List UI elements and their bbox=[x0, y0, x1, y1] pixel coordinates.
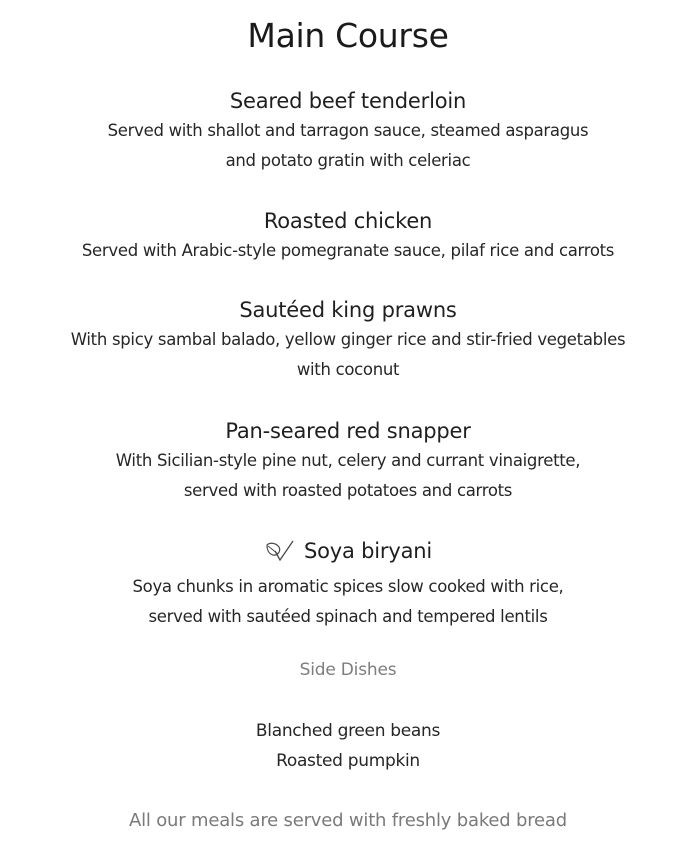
side-dish-item: Blanched green beans bbox=[255, 721, 441, 741]
side-dishes-list bbox=[0, 716, 696, 776]
footer-note: All our meals are served with freshly baked bread bbox=[129, 810, 567, 831]
dish-description-line: Served with Arabic-style pomegranate sauce, pilaf rice and carrots bbox=[81, 241, 615, 260]
dish-beef bbox=[0, 86, 696, 176]
dish-prawns bbox=[0, 295, 696, 385]
side-dishes-title: Side Dishes bbox=[299, 660, 397, 680]
dish-description-line: served with roasted potatoes and carrots bbox=[183, 481, 513, 500]
dish-soya-biryani bbox=[0, 536, 696, 632]
dish-name: Pan-seared red snapper bbox=[225, 419, 471, 443]
dish-description-line: with coconut bbox=[296, 360, 400, 379]
vegetarian-leaf-icon bbox=[264, 538, 296, 564]
dish-description-line: With Sicilian-style pine nut, celery and currant vinaigrette, bbox=[115, 451, 581, 470]
dish-name: Sautéed king prawns bbox=[239, 298, 457, 322]
dish-description-line: served with sautéed spinach and tempered lentils bbox=[148, 607, 548, 626]
dish-description-line: Soya chunks in aromatic spices slow cooked with rice, bbox=[132, 577, 564, 596]
dish-description-line: Served with shallot and tarragon sauce, steamed asparagus bbox=[107, 121, 589, 140]
dish-name: Roasted chicken bbox=[263, 209, 433, 233]
dish-chicken bbox=[0, 206, 696, 266]
side-dish-item: Roasted pumpkin bbox=[276, 751, 420, 771]
dish-description-line: With spicy sambal balado, yellow ginger rice and stir-fried vegetables bbox=[70, 330, 626, 349]
page-title: Main Course bbox=[247, 16, 449, 55]
dish-name: Soya biryani bbox=[304, 539, 432, 563]
dish-snapper bbox=[0, 416, 696, 506]
dish-description-line: and potato gratin with celeriac bbox=[225, 151, 471, 170]
dish-name: Seared beef tenderloin bbox=[229, 89, 467, 113]
